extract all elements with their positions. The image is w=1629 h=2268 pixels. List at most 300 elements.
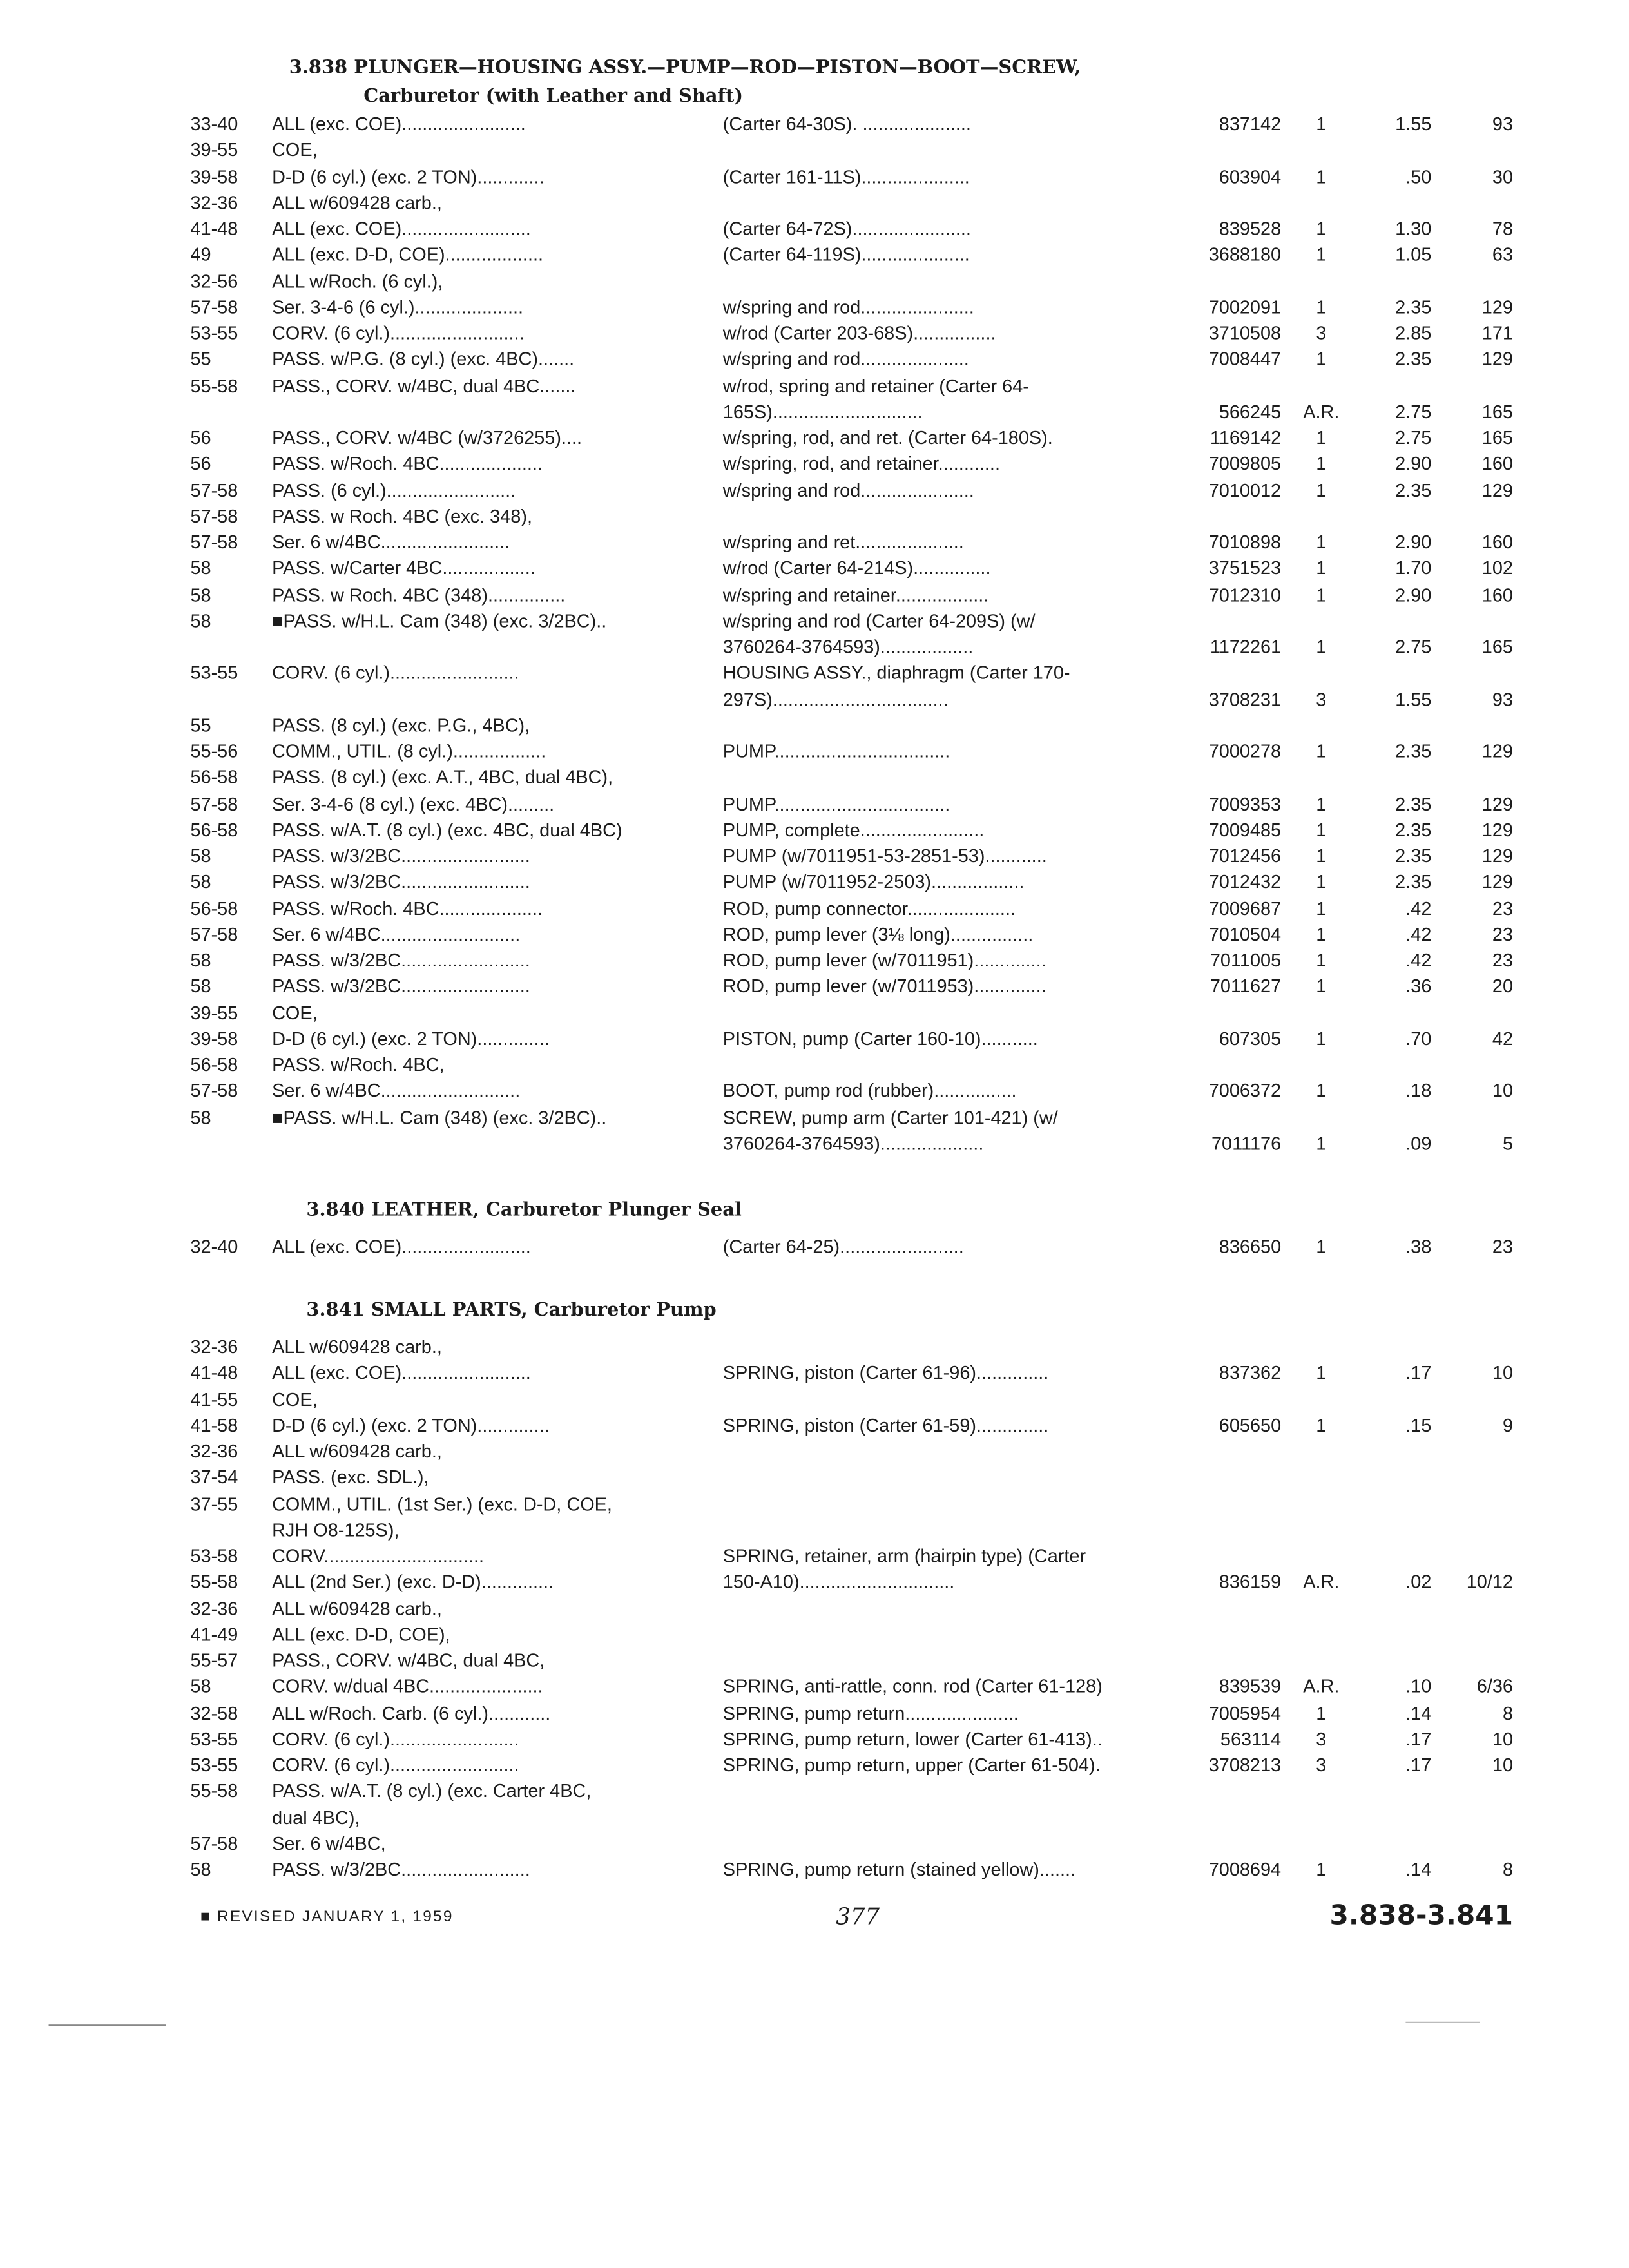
model-applicability: PASS. w/Carter 4BC.................. <box>272 557 535 579</box>
group-price: 129 <box>1481 870 1514 892</box>
part-description: (Carter 64-72S)....................... <box>722 217 971 240</box>
quantity: 1 <box>1316 870 1327 892</box>
table-row <box>0 1831 1629 1857</box>
year-range: 32-56 <box>190 269 238 292</box>
table-row <box>0 242 1629 268</box>
group-price: 8 <box>1502 1858 1514 1880</box>
quantity: 3 <box>1316 1754 1327 1776</box>
model-applicability: COE, <box>272 1388 318 1410</box>
model-applicability: ■PASS. w/H.L. Cam (348) (exc. 3/2BC).. <box>272 610 607 631</box>
part-number: 1172261 <box>1210 635 1282 657</box>
model-applicability: PASS. w/Roch. 4BC, <box>272 1053 445 1075</box>
revision-note: ■ REVISED JANUARY 1, 1959 <box>200 1908 454 1926</box>
model-applicability: D-D (6 cyl.) (exc. 2 TON).............. <box>272 1027 550 1050</box>
quantity: 1 <box>1316 740 1327 762</box>
part-description: w/spring and rod..................... <box>722 348 969 370</box>
table-row <box>0 608 1629 634</box>
model-applicability: PASS. w/3/2BC......................... <box>272 975 530 997</box>
part-number: 836650 <box>1219 1235 1282 1258</box>
table-row <box>0 634 1629 660</box>
group-price: 165 <box>1481 400 1514 422</box>
table-row <box>0 1726 1629 1752</box>
list-price: 2.90 <box>1395 452 1432 475</box>
quantity: 1 <box>1316 1027 1327 1050</box>
year-range: 55-58 <box>190 1571 238 1593</box>
table-row <box>0 347 1629 372</box>
model-applicability: ALL (exc. COE)........................ <box>272 113 526 135</box>
group-price: 160 <box>1481 452 1514 475</box>
part-number: 3710508 <box>1208 322 1282 344</box>
model-applicability: ALL (exc. COE)......................... <box>272 1235 531 1258</box>
model-applicability: ALL w/609428 carb., <box>272 1336 442 1358</box>
year-range: 58 <box>190 949 211 971</box>
table-row <box>0 687 1629 713</box>
part-description: 165S)............................. <box>722 400 923 422</box>
quantity: 3 <box>1316 1727 1327 1749</box>
model-applicability: PASS. w/Roch. 4BC.................... <box>272 897 543 919</box>
part-description: PUMP.................................. <box>722 792 950 814</box>
model-applicability: D-D (6 cyl.) (exc. 2 TON).............. <box>272 1414 550 1436</box>
list-price: 2.75 <box>1395 635 1432 657</box>
year-range: 55 <box>190 714 211 736</box>
model-applicability: PASS. w/3/2BC......................... <box>272 845 530 867</box>
list-price: 2.90 <box>1395 531 1432 553</box>
part-number: 7012310 <box>1208 583 1282 605</box>
quantity: 1 <box>1316 923 1327 945</box>
table-row <box>0 1361 1629 1387</box>
year-range: 56 <box>190 452 211 475</box>
quantity: 1 <box>1316 583 1327 605</box>
group-price: 63 <box>1492 244 1514 265</box>
model-applicability: Ser. 6 w/4BC........................... <box>272 1080 521 1102</box>
part-description: w/spring and retainer.................. <box>722 583 989 605</box>
year-range: 53-55 <box>190 322 238 344</box>
model-applicability: ALL (exc. COE)......................... <box>272 1361 531 1384</box>
list-price: 2.35 <box>1395 479 1432 501</box>
table-row <box>0 843 1629 869</box>
group-price: 9 <box>1502 1414 1514 1436</box>
table-row <box>0 556 1629 582</box>
section-title: 3.840 LEATHER, Carburetor Plunger Seal <box>306 1200 742 1222</box>
list-price: 2.35 <box>1395 792 1432 814</box>
model-applicability: ■PASS. w/H.L. Cam (348) (exc. 3/2BC).. <box>272 1106 607 1128</box>
part-description: w/rod (Carter 64-214S)............... <box>722 557 991 579</box>
table-row <box>0 1544 1629 1570</box>
quantity: 1 <box>1316 1702 1327 1724</box>
year-range: 41-58 <box>190 1414 238 1436</box>
model-applicability: CORV............................... <box>272 1544 485 1567</box>
group-price: 10 <box>1492 1361 1514 1384</box>
model-applicability: PASS. w Roch. 4BC (348)............... <box>272 583 566 605</box>
part-number: 839528 <box>1219 217 1282 240</box>
list-price: 2.35 <box>1395 870 1432 892</box>
list-price: 1.55 <box>1395 113 1432 135</box>
model-applicability: ALL (2nd Ser.) (exc. D-D).............. <box>272 1571 554 1593</box>
part-number: 7010012 <box>1208 479 1282 501</box>
year-range: 32-36 <box>190 1440 238 1462</box>
table-row <box>0 713 1629 738</box>
group-price: 93 <box>1492 687 1514 710</box>
list-price: .42 <box>1405 949 1432 971</box>
table-row <box>0 425 1629 451</box>
group-price: 171 <box>1481 322 1514 344</box>
table-row <box>0 791 1629 817</box>
quantity: 1 <box>1316 818 1327 840</box>
year-range: 41-48 <box>190 217 238 240</box>
part-description: 297S).................................. <box>722 687 949 710</box>
list-price: 2.90 <box>1395 583 1432 605</box>
part-number: 7011627 <box>1210 975 1282 997</box>
quantity: 1 <box>1316 792 1327 814</box>
part-description: (Carter 64-119S)..................... <box>722 244 970 265</box>
year-range: 57-58 <box>190 923 238 945</box>
list-price: 1.70 <box>1395 557 1432 579</box>
model-applicability: PASS. (exc. SDL.), <box>272 1466 429 1488</box>
table-row <box>0 294 1629 320</box>
list-price: 1.05 <box>1395 244 1432 265</box>
model-applicability: ALL (exc. COE)......................... <box>272 217 531 240</box>
year-range: 53-55 <box>190 1727 238 1749</box>
part-description: 3760264-3764593).................. <box>722 635 974 657</box>
part-number: 3708231 <box>1208 687 1282 710</box>
model-applicability: dual 4BC), <box>272 1806 360 1828</box>
year-range: 55-56 <box>190 740 238 762</box>
table-row <box>0 1334 1629 1360</box>
quantity: A.R. <box>1303 400 1340 422</box>
table-row <box>0 1131 1629 1157</box>
part-description: w/spring and rod...................... <box>722 296 974 318</box>
model-applicability: PASS. w/3/2BC......................... <box>272 1858 530 1880</box>
section-range: 3.838-3.841 <box>1329 1899 1514 1932</box>
part-description: w/spring, rod, and ret. (Carter 64-180S). <box>722 427 1053 448</box>
group-price: 129 <box>1481 296 1514 318</box>
part-number: 7009805 <box>1208 452 1282 475</box>
quantity: 3 <box>1316 687 1327 710</box>
quantity: 1 <box>1316 557 1327 579</box>
model-applicability: Ser. 6 w/4BC........................... <box>272 923 521 945</box>
part-description: SPRING, pump return, upper (Carter 61-504). <box>722 1754 1101 1776</box>
part-description: SPRING, pump return...................... <box>722 1702 1019 1724</box>
part-number: 7005954 <box>1208 1702 1282 1724</box>
year-range: 49 <box>190 244 211 265</box>
quantity: 1 <box>1316 1235 1327 1258</box>
year-range: 57-58 <box>190 1832 238 1854</box>
model-applicability: COE, <box>272 1001 318 1023</box>
table-row <box>0 1387 1629 1412</box>
table-row <box>0 190 1629 216</box>
part-description: BOOT, pump rod (rubber)................ <box>722 1080 1017 1102</box>
group-price: 129 <box>1481 348 1514 370</box>
table-row <box>0 1052 1629 1078</box>
list-price: 2.75 <box>1395 400 1432 422</box>
table-row <box>0 111 1629 137</box>
year-range: 41-48 <box>190 1361 238 1384</box>
model-applicability: PASS. w/3/2BC......................... <box>272 870 530 892</box>
group-price: 165 <box>1481 635 1514 657</box>
year-range: 37-55 <box>190 1492 238 1514</box>
group-price: 10 <box>1492 1754 1514 1776</box>
group-price: 129 <box>1481 818 1514 840</box>
model-applicability: PASS. w/Roch. 4BC.................... <box>272 452 543 475</box>
year-range: 55-57 <box>190 1649 238 1671</box>
quantity: 1 <box>1316 949 1327 971</box>
model-applicability: PASS. (6 cyl.)......................... <box>272 479 516 501</box>
model-applicability: RJH O8-125S), <box>272 1519 400 1541</box>
year-range: 55-58 <box>190 374 238 396</box>
quantity: 1 <box>1316 427 1327 448</box>
year-range: 58 <box>190 870 211 892</box>
scan-artifact <box>1405 2022 1480 2023</box>
table-row <box>0 896 1629 921</box>
group-price: 30 <box>1492 165 1514 187</box>
part-number: 7006372 <box>1208 1080 1282 1102</box>
table-row <box>0 1805 1629 1831</box>
table-row <box>0 164 1629 189</box>
group-price: 129 <box>1481 845 1514 867</box>
group-price: 10 <box>1492 1080 1514 1102</box>
part-description: SCREW, pump arm (Carter 101-421) (w/ <box>722 1106 1058 1128</box>
quantity: 1 <box>1316 975 1327 997</box>
section-subtitle: Carburetor (with Leather and Shaft) <box>363 86 744 108</box>
table-row <box>0 765 1629 791</box>
year-range: 57-58 <box>190 1080 238 1102</box>
year-range: 41-55 <box>190 1388 238 1410</box>
list-price: .14 <box>1405 1858 1432 1880</box>
table-row <box>0 504 1629 530</box>
part-number: 607305 <box>1219 1027 1282 1050</box>
list-price: .09 <box>1405 1132 1432 1154</box>
model-applicability: Ser. 6 w/4BC, <box>272 1832 386 1854</box>
list-price: .10 <box>1405 1675 1432 1697</box>
year-range: 58 <box>190 1858 211 1880</box>
year-range: 58 <box>190 1675 211 1697</box>
part-number: 7009353 <box>1208 792 1282 814</box>
year-range: 57-58 <box>190 479 238 501</box>
year-range: 57-58 <box>190 792 238 814</box>
table-row <box>0 1491 1629 1517</box>
quantity: 1 <box>1316 635 1327 657</box>
part-number: 837362 <box>1219 1361 1282 1384</box>
part-number: 7012432 <box>1208 870 1282 892</box>
list-price: .17 <box>1405 1754 1432 1776</box>
group-price: 23 <box>1492 949 1514 971</box>
year-range: 58 <box>190 583 211 605</box>
year-range: 55-58 <box>190 1780 238 1802</box>
part-description: ROD, pump lever (w/7011951).............. <box>722 949 1046 971</box>
model-applicability: COE, <box>272 139 318 161</box>
part-description: SPRING, piston (Carter 61-59).............. <box>722 1414 1049 1436</box>
part-description: SPRING, piston (Carter 61-96).............. <box>722 1361 1049 1384</box>
group-price: 10/12 <box>1466 1571 1514 1593</box>
quantity: 3 <box>1316 322 1327 344</box>
group-price: 93 <box>1492 113 1514 135</box>
table-row <box>0 1674 1629 1700</box>
table-row <box>0 974 1629 1000</box>
part-number: 3708213 <box>1208 1754 1282 1776</box>
part-description: w/rod, spring and retainer (Carter 64- <box>722 374 1029 396</box>
part-description: (Carter 64-25)........................ <box>722 1235 964 1258</box>
year-range: 33-40 <box>190 113 238 135</box>
year-range: 56-58 <box>190 766 238 788</box>
group-price: 160 <box>1481 531 1514 553</box>
part-number: 7011005 <box>1210 949 1282 971</box>
table-row <box>0 216 1629 242</box>
model-applicability: CORV. (6 cyl.)......................... <box>272 1754 519 1776</box>
scan-artifact <box>49 2024 166 2026</box>
part-description: PUMP (w/7011951-53-2851-53)............ <box>722 845 1047 867</box>
part-description: w/spring and rod...................... <box>722 479 974 501</box>
list-price: 2.75 <box>1395 427 1432 448</box>
table-row <box>0 1857 1629 1883</box>
table-row <box>0 1079 1629 1104</box>
quantity: 1 <box>1316 1361 1327 1384</box>
group-price: 129 <box>1481 792 1514 814</box>
year-range: 39-55 <box>190 1001 238 1023</box>
quantity: 1 <box>1316 1414 1327 1436</box>
part-number: 837142 <box>1219 113 1282 135</box>
part-description: PUMP, complete........................ <box>722 818 985 840</box>
model-applicability: ALL (exc. D-D, COE), <box>272 1623 450 1645</box>
year-range: 32-36 <box>190 1336 238 1358</box>
table-row <box>0 1439 1629 1465</box>
group-price: 160 <box>1481 583 1514 605</box>
group-price: 8 <box>1502 1702 1514 1724</box>
quantity: 1 <box>1316 845 1327 867</box>
part-description: w/spring and rod (Carter 64-209S) (w/ <box>722 610 1036 631</box>
part-number: 563114 <box>1220 1727 1282 1749</box>
year-range: 37-54 <box>190 1466 238 1488</box>
model-applicability: PASS. w/3/2BC......................... <box>272 949 530 971</box>
part-description: (Carter 161-11S)..................... <box>722 165 970 187</box>
part-number: 7010504 <box>1208 923 1282 945</box>
model-applicability: PASS. (8 cyl.) (exc. A.T., 4BC, dual 4BC), <box>272 766 613 788</box>
model-applicability: PASS. w Roch. 4BC (exc. 348), <box>272 505 533 527</box>
part-number: 7010898 <box>1208 531 1282 553</box>
quantity: A.R. <box>1303 1571 1340 1593</box>
table-row <box>0 1517 1629 1543</box>
table-row <box>0 477 1629 503</box>
year-range: 57-58 <box>190 531 238 553</box>
list-price: 2.35 <box>1395 348 1432 370</box>
year-range: 39-58 <box>190 165 238 187</box>
model-applicability: ALL w/Roch. Carb. (6 cyl.)............ <box>272 1702 551 1724</box>
part-number: 839539 <box>1219 1675 1282 1697</box>
part-description: w/rod (Carter 203-68S)................ <box>722 322 996 344</box>
part-description: ROD, pump connector..................... <box>722 897 1016 919</box>
part-description: SPRING, pump return (stained yellow)....... <box>722 1858 1076 1880</box>
group-price: 5 <box>1502 1132 1514 1154</box>
model-applicability: COMM., UTIL. (8 cyl.).................. <box>272 740 546 762</box>
quantity: 1 <box>1316 1132 1327 1154</box>
table-row <box>0 399 1629 425</box>
year-range: 58 <box>190 1106 211 1128</box>
table-row <box>0 138 1629 164</box>
quantity: 1 <box>1316 244 1327 265</box>
model-applicability: PASS., CORV. w/4BC (w/3726255).... <box>272 427 583 448</box>
group-price: 78 <box>1492 217 1514 240</box>
table-row <box>0 817 1629 843</box>
model-applicability: CORV. (6 cyl.)......................... <box>272 1727 519 1749</box>
list-price: .42 <box>1405 897 1432 919</box>
group-price: 23 <box>1492 1235 1514 1258</box>
model-applicability: PASS., CORV. w/4BC, dual 4BC, <box>272 1649 545 1671</box>
model-applicability: Ser. 3-4-6 (8 cyl.) (exc. 4BC)......... <box>272 792 555 814</box>
model-applicability: ALL (exc. D-D, COE)................... <box>272 244 544 265</box>
quantity: 1 <box>1316 897 1327 919</box>
quantity: 1 <box>1316 1858 1327 1880</box>
group-price: 129 <box>1481 740 1514 762</box>
table-row <box>0 452 1629 477</box>
model-applicability: D-D (6 cyl.) (exc. 2 TON)............. <box>272 165 545 187</box>
quantity: 1 <box>1316 296 1327 318</box>
group-price: 20 <box>1492 975 1514 997</box>
table-row <box>0 373 1629 399</box>
list-price: .18 <box>1405 1080 1432 1102</box>
table-row <box>0 1570 1629 1595</box>
part-description: HOUSING ASSY., diaphragm (Carter 170- <box>722 662 1070 684</box>
part-number: 566245 <box>1219 400 1282 422</box>
list-price: 2.35 <box>1395 845 1432 867</box>
year-range: 39-58 <box>190 1027 238 1050</box>
quantity: 1 <box>1316 217 1327 240</box>
year-range: 58 <box>190 845 211 867</box>
group-price: 23 <box>1492 923 1514 945</box>
part-number: 605650 <box>1219 1414 1282 1436</box>
model-applicability: CORV. (6 cyl.)......................... <box>272 662 519 684</box>
list-price: .36 <box>1405 975 1432 997</box>
model-applicability: PASS. w/P.G. (8 cyl.) (exc. 4BC)....... <box>272 348 575 370</box>
model-applicability: COMM., UTIL. (1st Ser.) (exc. D-D, COE, <box>272 1492 612 1514</box>
part-description: SPRING, anti-rattle, conn. rod (Carter 61-128) <box>722 1675 1103 1697</box>
year-range: 32-40 <box>190 1235 238 1258</box>
year-range: 57-58 <box>190 505 238 527</box>
part-number: 603904 <box>1219 165 1282 187</box>
table-row <box>0 530 1629 555</box>
list-price: 2.35 <box>1395 740 1432 762</box>
part-description: ROD, pump lever (w/7011953).............. <box>722 975 1046 997</box>
list-price: .02 <box>1405 1571 1432 1593</box>
model-applicability: ALL w/609428 carb., <box>272 1440 442 1462</box>
table-row <box>0 321 1629 347</box>
part-description: 150-A10).............................. <box>722 1571 955 1593</box>
list-price: 1.55 <box>1395 687 1432 710</box>
year-range: 55 <box>190 348 211 370</box>
part-number: 836159 <box>1219 1571 1282 1593</box>
model-applicability: ALL w/609428 carb., <box>272 1597 442 1619</box>
year-range: 58 <box>190 557 211 579</box>
part-description: 3760264-3764593).................... <box>722 1132 984 1154</box>
table-row <box>0 269 1629 294</box>
list-price: .42 <box>1405 923 1432 945</box>
part-number: 7000278 <box>1208 740 1282 762</box>
table-row <box>0 1104 1629 1130</box>
section-title: 3.838 PLUNGER—HOUSING ASSY.—PUMP—ROD—PISTON—BOOT—SCREW, <box>289 57 1081 79</box>
part-description: SPRING, retainer, arm (hairpin type) (Carter <box>722 1544 1086 1567</box>
table-row <box>0 1596 1629 1622</box>
year-range: 58 <box>190 610 211 631</box>
part-number: 1169142 <box>1210 427 1282 448</box>
part-description: PISTON, pump (Carter 160-10)........... <box>722 1027 1038 1050</box>
quantity: A.R. <box>1303 1675 1340 1697</box>
year-range: 53-55 <box>190 1754 238 1776</box>
table-row <box>0 1753 1629 1778</box>
section-title: 3.841 SMALL PARTS, Carburetor Pump <box>306 1300 717 1322</box>
quantity: 1 <box>1316 165 1327 187</box>
table-row <box>0 1700 1629 1726</box>
year-range: 56-58 <box>190 897 238 919</box>
quantity: 1 <box>1316 479 1327 501</box>
list-price: 2.35 <box>1395 818 1432 840</box>
